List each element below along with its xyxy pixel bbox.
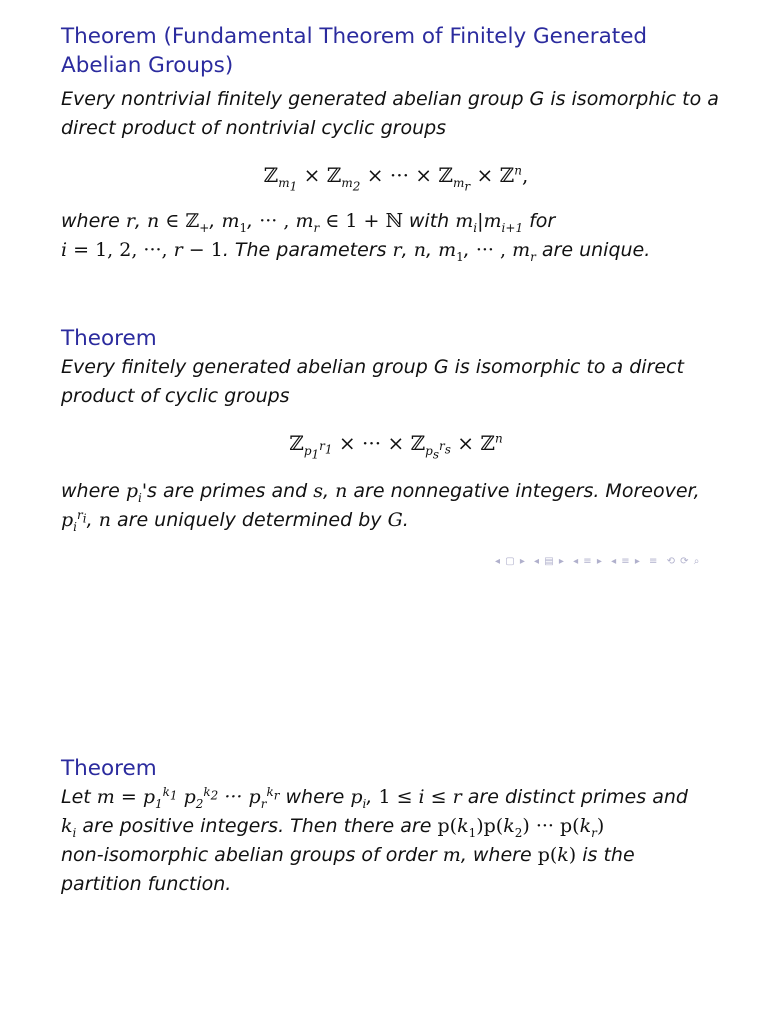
- theorem2-title: Theorem: [61, 326, 157, 351]
- theorem1-where-clause: where r, n ∈ ℤ$_+$, $m_1$, ··· , $m_r$ ∈ 1 + ℕ with $m_i|m_{i+1}$ for i = 1, 2, ···, r − 1. The parameters r, n, $m_1$, ··· , $m_r$ are unique.: [61, 210, 651, 264]
- theorem2-where-clause: where $p_i's$ are primes and s, n are nonnegative integers. Moreover, $p_i^{r_i}$, n are uniquely determined by G.: [61, 480, 700, 534]
- theorem1-statement: Every nontrivial finitely generated abelian group G is isomorphic to a direct product of nontrivial cyclic groups: [61, 88, 719, 139]
- theorem3: [61, 754, 731, 899]
- theorem3-title: Theorem: [61, 756, 157, 781]
- theorem1-title: Theorem (Fundamental Theorem of Finitely Generated Abelian Groups): [61, 24, 648, 78]
- nav-prev-subsection-icon[interactable]: ◂ ≡ ▸: [573, 556, 603, 567]
- beamer-navigation-bar: [495, 556, 765, 567]
- nav-prev-frame-icon[interactable]: ◂ ▢ ▸: [495, 556, 526, 567]
- nav-search-icon[interactable]: ⟲ ⟳ ⌕: [666, 556, 701, 567]
- theorem1-formula: ℤ$_{m_1}$ × ℤ$_{m_2}$ × ··· × ℤ$_{m_r}$ × ℤ$^n$,: [263, 163, 529, 194]
- theorem1: [61, 22, 731, 265]
- theorem2-statement: Every finitely generated abelian group G is isomorphic to a direct product of cyclic groups: [61, 356, 684, 407]
- theorem2-formula: ℤ$_{p_1^{r_1}}$ × ··· × ℤ$_{p_s^{r_s}}$ × ℤ$^n$: [289, 431, 503, 462]
- nav-next-frame-icon[interactable]: ◂ ▤ ▸: [534, 556, 565, 567]
- nav-next-section-icon[interactable]: ◂ ≡ ▸: [611, 556, 641, 567]
- theorem2: [61, 324, 731, 535]
- theorem3-statement: Let $m = p_1^{k_1}$ $p_2^{k_2}$ ··· $p_r^{k_r}$ where $p_i$, 1 ≤ i ≤ r are distinct primes and $k_i$ are positive integers. Then there are $p(k_1)p(k_2)$ ··· $p(k_r)$ non-isomorphic abelian groups of order m, where p(k) is the partition function.: [61, 784, 688, 895]
- nav-align-icon[interactable]: ≡: [649, 556, 659, 567]
